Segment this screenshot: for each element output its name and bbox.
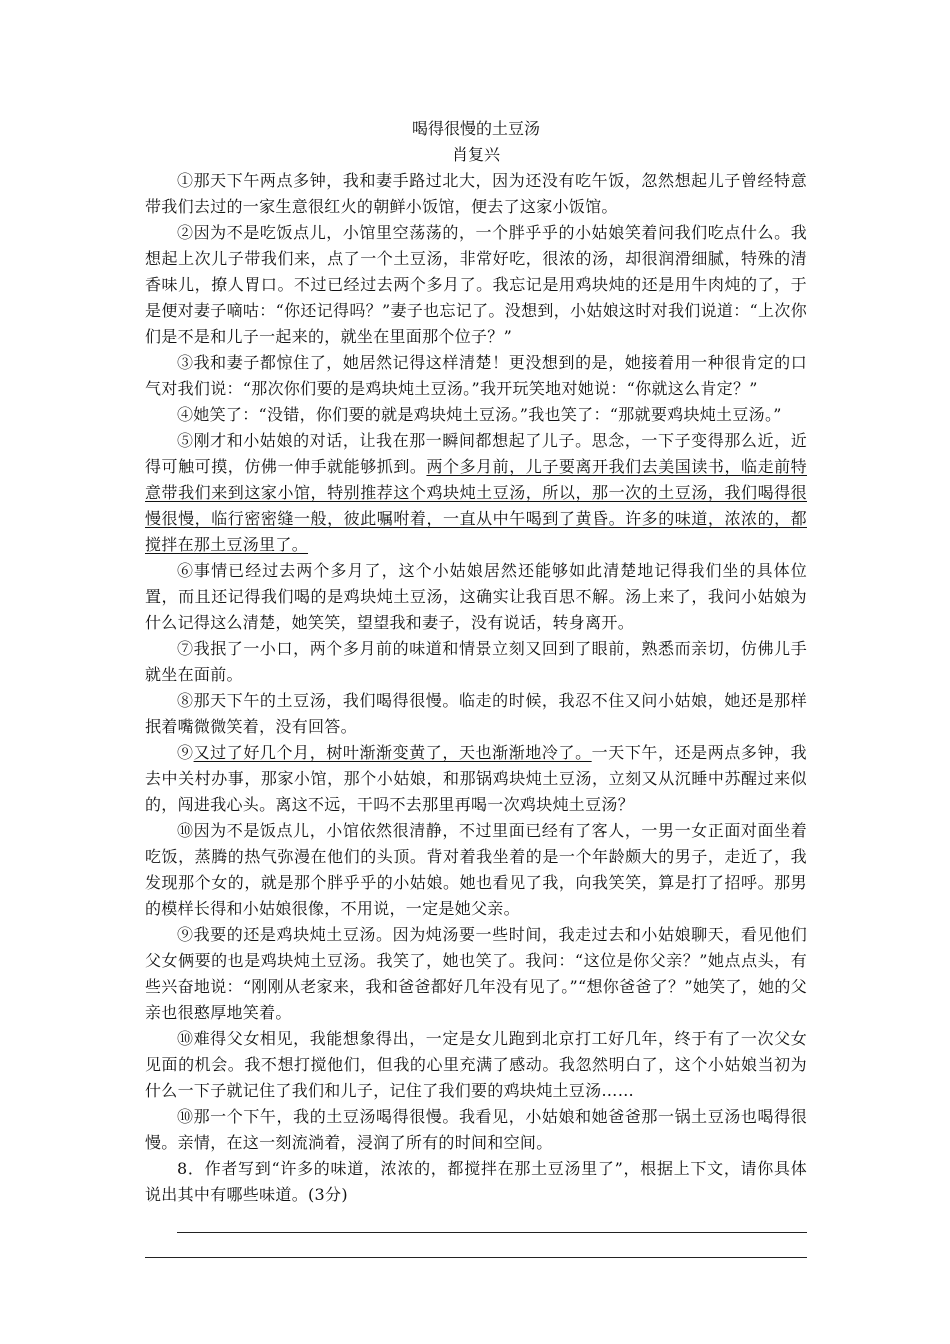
paragraph-text: ⑤刚才和小姑娘的对话，让我在那一瞬间都想起了儿子。思念，一下子变得那么近，近得可触可摸，仿佛一伸手就能够抓到。 bbox=[145, 431, 807, 476]
paragraph-text: ④她笑了：“没错，你们要的就是鸡块炖土豆汤。”我也笑了：“那就要鸡块炖土豆汤。” bbox=[177, 405, 782, 424]
paragraph-text: ⑩那一个下午，我的土豆汤喝得很慢。我看见，小姑娘和她爸爸那一锅土豆汤也喝得很慢。亲情，在这一刻流淌着，浸润了所有的时间和空间。 bbox=[145, 1107, 807, 1152]
article-paragraph bbox=[145, 818, 807, 922]
paragraph-text: 一天下午，还是两点多钟，我去中关村办事，那家小馆，那个小姑娘，和那锅鸡块炖土豆汤，立刻又从沉睡中苏醒过来似的，闯进我心头。离这不远，干吗不去那里再喝一次鸡块炖土豆汤？ bbox=[145, 743, 807, 814]
article-paragraph bbox=[145, 1104, 807, 1156]
article-body bbox=[145, 168, 807, 1156]
paragraph-text: ⑥事情已经过去两个多月了，这个小姑娘居然还能够如此清楚地记得我们坐的具体位置，而且还记得我们喝的是鸡块炖土豆汤，这确实让我百思不解。汤上来了，我问小姑娘为什么记得这么清楚，她笑笑，望望我和妻子，没有说话，转身离开。 bbox=[145, 561, 807, 632]
paragraph-text: ⑧那天下午的土豆汤，我们喝得很慢。临走的时候，我忍不住又问小姑娘，她还是那样抿着嘴微微笑着，没有回答。 bbox=[145, 691, 807, 736]
paragraph-text: ⑩因为不是饭点儿，小馆依然很清静，不过里面已经有了客人，一男一女正面对面坐着吃饭，蒸腾的热气弥漫在他们的头顶。背对着我坐着的是一个年龄颇大的男子，走近了，我发现那个女的，就是那个胖乎乎的小姑娘。她也看见了我，向我笑笑，算是打了招呼。那男的模样长得和小姑娘很像，不用说，一定是她父亲。 bbox=[145, 821, 807, 918]
article-paragraph bbox=[145, 922, 807, 1026]
article-title: 喝得很慢的土豆汤 bbox=[411, 119, 540, 138]
paragraph-text: ⑦我抿了一小口，两个多月前的味道和情景立刻又回到了眼前，熟悉而亲切，仿佛儿手就坐在面前。 bbox=[145, 639, 807, 684]
article-paragraph bbox=[145, 558, 807, 636]
article-paragraph bbox=[145, 402, 807, 428]
article-author: 肖复兴 bbox=[451, 145, 500, 164]
paragraph-text: ⑩难得父女相见，我能想象得出，一定是女儿跑到北京打工好几年，终于有了一次父女见面的机会。我不想打搅他们，但我的心里充满了感动。我忽然明白了，这个小姑娘当初为什么一下子就记住了我们和儿子，记住了我们要的鸡块炖土豆汤…… bbox=[145, 1029, 807, 1100]
underlined-text: 又过了好几个月，树叶渐渐变黄了，天也渐渐地冷了。 bbox=[193, 743, 592, 762]
article-paragraph bbox=[145, 220, 807, 350]
underlined-text: 两个多月前，儿子要离开我们去美国读书，临走前特意带我们来到这家小馆，特别推荐这个鸡块炖土豆汤，所以，那一次的土豆汤，我们喝得很慢很慢，临行密密缝一般，彼此嘱咐着，一直从中午喝到了黄昏。许多的味道，浓浓的，都搅拌在那土豆汤里了。 bbox=[145, 457, 807, 554]
paragraph-text: ③我和妻子都惊住了，她居然记得这样清楚！更没想到的是，她接着用一种很肯定的口气对我们说：“那次你们要的是鸡块炖土豆汤。”我开玩笑地对她说：“你就这么肯定？” bbox=[145, 353, 807, 398]
article-paragraph bbox=[145, 740, 807, 818]
answer-line[interactable] bbox=[177, 1232, 807, 1233]
article-paragraph bbox=[145, 350, 807, 402]
article-paragraph bbox=[145, 688, 807, 740]
document-page bbox=[145, 116, 807, 1258]
question-text: 8．作者写到“许多的味道，浓浓的，都搅拌在那土豆汤里了”，根据上下文，请你具体说出其中有哪些味道。(3分) bbox=[145, 1159, 807, 1204]
paragraph-text: ⑨我要的还是鸡块炖土豆汤。因为炖汤要一些时间，我走过去和小姑娘聊天，看见他们父女俩要的也是鸡块炖土豆汤。我笑了，她也笑了。我问：“这位是你父亲？”她点点头，有些兴奋地说：“刚刚从老家来，我和爸爸都好几年没有见了。”“想你爸爸了？”她笑了，她的父亲也很憨厚地笑着。 bbox=[145, 925, 807, 1022]
article-paragraph bbox=[145, 428, 807, 558]
paragraph-text: ①那天下午两点多钟，我和妻手路过北大，因为还没有吃午饭，忽然想起儿子曾经特意带我们去过的一家生意很红火的朝鲜小饭馆，便去了这家小饭馆。 bbox=[145, 171, 807, 216]
paragraph-text: ②因为不是吃饭点儿，小馆里空荡荡的，一个胖乎乎的小姑娘笑着问我们吃点什么。我想起上次儿子带我们来，点了一个土豆汤，非常好吃，很浓的汤，却很润滑细腻，特殊的清香味儿，撩人胃口。不过已经过去两个多月了。我忘记是用鸡块炖的还是用牛肉炖的了，于是便对妻子嘀咕：“你还记得吗？”妻子也忘记了。没想到，小姑娘这时对我们说道：“上次你们是不是和儿子一起来的，就坐在里面那个位子？” bbox=[145, 223, 807, 346]
article-paragraph bbox=[145, 168, 807, 220]
article-paragraph bbox=[145, 636, 807, 688]
article-paragraph bbox=[145, 1026, 807, 1104]
paragraph-text: ⑨ bbox=[177, 743, 194, 762]
answer-line[interactable] bbox=[145, 1257, 807, 1258]
